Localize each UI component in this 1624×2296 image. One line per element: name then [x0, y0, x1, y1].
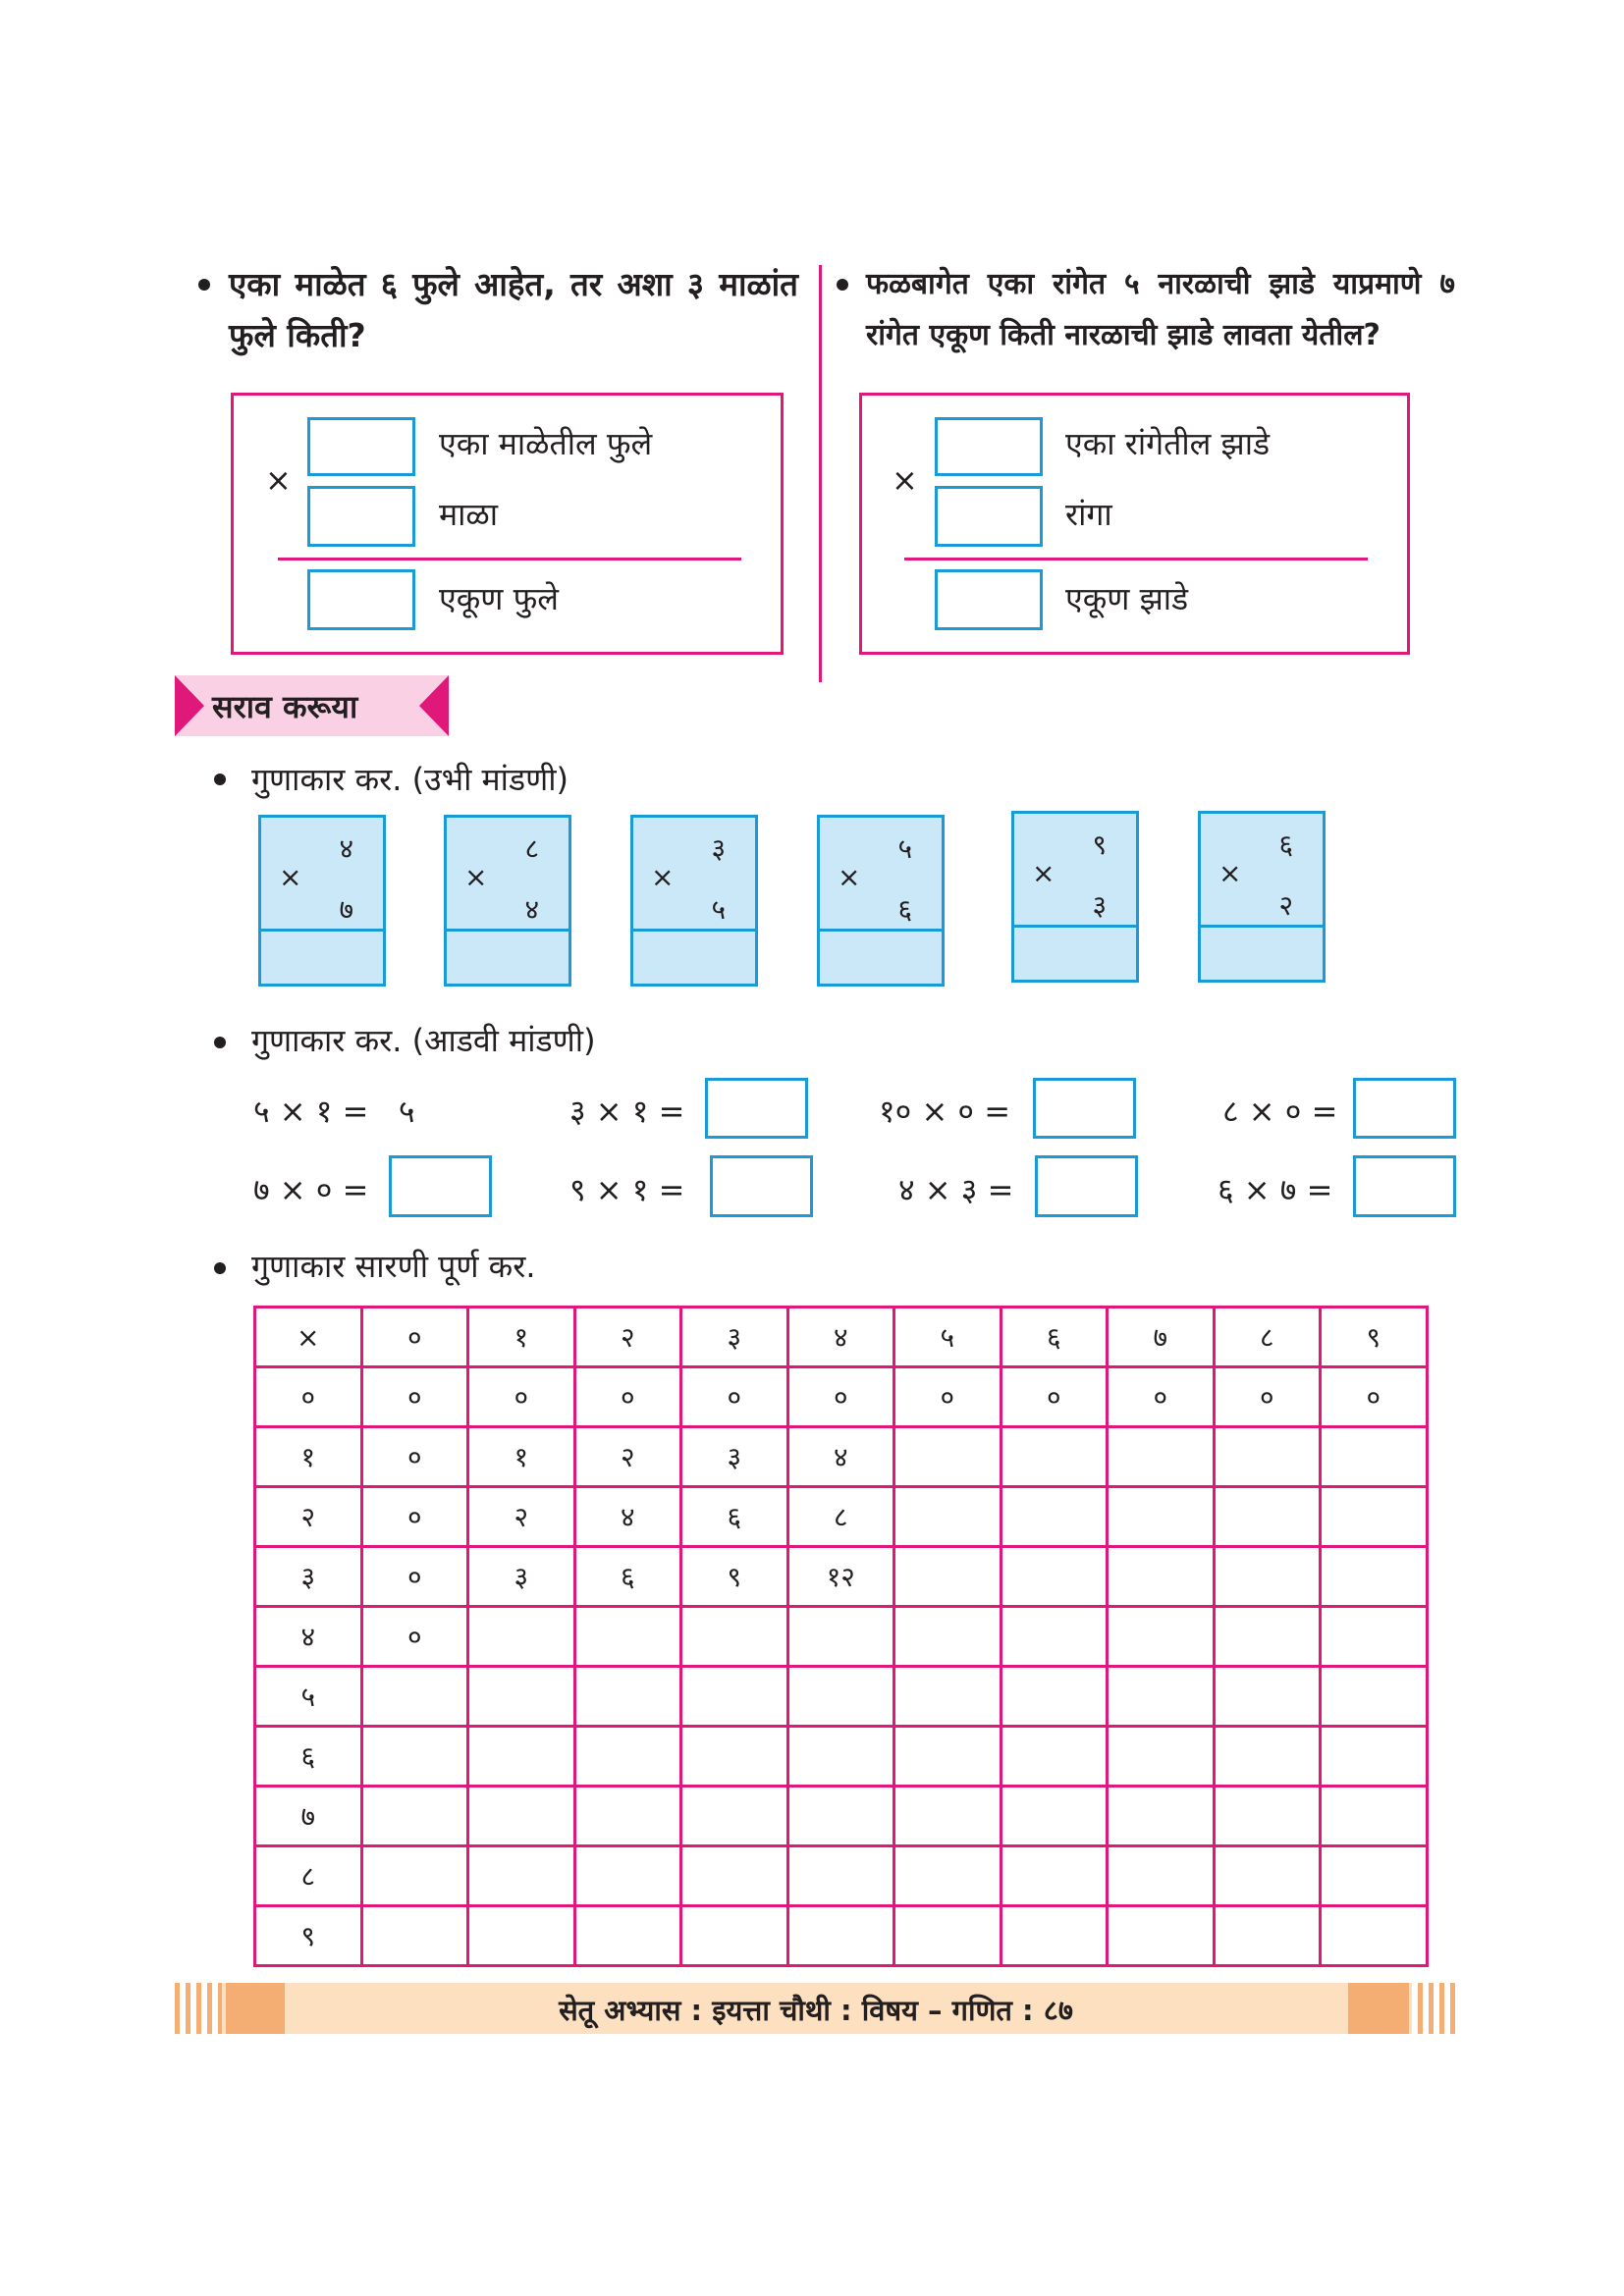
table-cell[interactable]: [681, 1607, 788, 1667]
table-header-cell: ५: [894, 1308, 1001, 1367]
table-cell: ०: [361, 1607, 468, 1667]
table-cell: ०: [787, 1367, 894, 1427]
table-cell[interactable]: [468, 1846, 575, 1906]
answer-box[interactable]: [389, 1155, 492, 1217]
answer-divider: [1014, 925, 1136, 928]
table-cell[interactable]: [787, 1607, 894, 1667]
table-header-cell: १: [468, 1308, 575, 1367]
table-cell: ०: [574, 1367, 681, 1427]
table-header-cell: ८: [1214, 1308, 1321, 1367]
times-sign: ×: [651, 861, 675, 893]
table-cell[interactable]: [894, 1906, 1001, 1966]
table-cell[interactable]: [1214, 1787, 1321, 1846]
table-cell[interactable]: [574, 1727, 681, 1787]
answer-box[interactable]: [935, 486, 1043, 547]
table-cell: १२: [787, 1547, 894, 1607]
table-row: [255, 1667, 1428, 1727]
table-heading: गुणाकार सारणी पूर्ण कर.: [251, 1248, 536, 1285]
answer-divider: [820, 929, 942, 932]
table-cell[interactable]: [1001, 1607, 1108, 1667]
multiplicand: ६: [1278, 828, 1293, 861]
table-cell: ०: [1001, 1367, 1108, 1427]
answer-box[interactable]: [935, 417, 1043, 476]
label: एका रांगेतील झाडे: [1065, 425, 1271, 462]
answer-box[interactable]: [705, 1078, 808, 1139]
table-cell[interactable]: [574, 1906, 681, 1966]
table-cell[interactable]: [1321, 1787, 1428, 1846]
answer-box[interactable]: [1353, 1078, 1456, 1139]
table-cell[interactable]: [894, 1547, 1001, 1607]
table-cell: २: [468, 1487, 575, 1547]
table-cell[interactable]: [468, 1906, 575, 1966]
multiplicand: ५: [897, 832, 912, 865]
horizontal-heading: गुणाकार कर. (आडवी मांडणी): [251, 1022, 596, 1059]
table-cell[interactable]: [574, 1607, 681, 1667]
table-row: [255, 1487, 1428, 1547]
equation: ३ × १ =: [569, 1093, 685, 1130]
table-cell[interactable]: [1001, 1727, 1108, 1787]
answer-box[interactable]: [935, 569, 1043, 630]
bullet: [198, 279, 210, 291]
times-sign: ×: [1032, 857, 1056, 889]
table-header-cell: ९: [1321, 1308, 1428, 1367]
table-row: [255, 1727, 1428, 1787]
table-header-cell: ४: [787, 1308, 894, 1367]
bullet: [214, 1037, 226, 1048]
table-cell[interactable]: [1108, 1667, 1215, 1727]
table-cell: ०: [1321, 1367, 1428, 1427]
times-sign: ×: [838, 861, 861, 893]
table-cell[interactable]: [468, 1667, 575, 1727]
vertical-problem-box[interactable]: [444, 815, 571, 987]
table-header-cell: ८: [255, 1846, 362, 1906]
answer-divider: [1201, 925, 1323, 928]
problem-1-text: एका माळेत ६ फुले आहेत, तर अशा ३ माळांत फुले किती?: [229, 265, 798, 354]
table-cell[interactable]: [361, 1667, 468, 1727]
table-cell[interactable]: [574, 1667, 681, 1727]
table-row: [255, 1787, 1428, 1846]
table-cell[interactable]: [681, 1727, 788, 1787]
table-cell[interactable]: [894, 1787, 1001, 1846]
table-cell[interactable]: [1108, 1427, 1215, 1487]
column-divider: [819, 265, 822, 682]
bullet: [214, 774, 226, 785]
problem-2-text: फळबागेत एका रांगेत ५ नारळाची झाडे याप्रमाणे ७ रांगेत एकूण किती नारळाची झाडे लावता येतील?: [866, 267, 1455, 352]
table-header-cell: २: [574, 1308, 681, 1367]
table-cell[interactable]: [1214, 1487, 1321, 1547]
answer-box[interactable]: [307, 569, 415, 630]
table-cell[interactable]: [468, 1607, 575, 1667]
table-cell: ०: [1214, 1367, 1321, 1427]
multiplier: ४: [524, 893, 539, 926]
table-cell[interactable]: [1108, 1906, 1215, 1966]
times-sign: ×: [279, 861, 302, 893]
table-cell[interactable]: [1001, 1787, 1108, 1846]
table-cell[interactable]: [361, 1727, 468, 1787]
multiplicand: ३: [711, 832, 726, 865]
table-cell[interactable]: [1108, 1727, 1215, 1787]
section-banner: [175, 675, 449, 736]
table-cell[interactable]: [787, 1667, 894, 1727]
table-cell[interactable]: [1001, 1487, 1108, 1547]
table-cell[interactable]: [1001, 1906, 1108, 1966]
divider-line: [278, 558, 741, 561]
table-cell[interactable]: [681, 1906, 788, 1966]
table-row: [255, 1547, 1428, 1607]
table-cell[interactable]: [894, 1727, 1001, 1787]
banner-left-triangle: [175, 675, 204, 736]
table-cell: १: [468, 1427, 575, 1487]
table-cell[interactable]: [681, 1846, 788, 1906]
table-cell[interactable]: [1001, 1547, 1108, 1607]
table-header-cell: ३: [255, 1547, 362, 1607]
table-row: [255, 1607, 1428, 1667]
banner-right-triangle: [419, 675, 449, 736]
answer-box[interactable]: [307, 417, 415, 476]
table-cell[interactable]: [1108, 1547, 1215, 1607]
table-cell[interactable]: [1321, 1846, 1428, 1906]
table-cell[interactable]: [894, 1846, 1001, 1906]
table-cell[interactable]: [1214, 1906, 1321, 1966]
table-cell[interactable]: [1321, 1906, 1428, 1966]
table-cell: ०: [681, 1367, 788, 1427]
answer-divider: [447, 929, 568, 932]
table-cell: ०: [468, 1367, 575, 1427]
table-cell[interactable]: [1321, 1427, 1428, 1487]
table-cell: ८: [787, 1487, 894, 1547]
table-header-cell: ०: [255, 1367, 362, 1427]
label: एका माळेतील फुले: [439, 425, 653, 462]
multiplier: ५: [711, 893, 726, 926]
table-cell[interactable]: [1321, 1607, 1428, 1667]
table-cell[interactable]: [787, 1727, 894, 1787]
vertical-problem-box[interactable]: [1198, 811, 1326, 983]
table-row: [255, 1846, 1428, 1906]
multiplier: २: [1278, 889, 1293, 922]
table-header-cell: ३: [681, 1308, 788, 1367]
equation: ५ × १ = ५: [253, 1093, 415, 1130]
equation: १० × ० =: [879, 1093, 1011, 1130]
equation: ९ × १ =: [569, 1171, 685, 1208]
answer-divider: [633, 929, 755, 932]
times-sign: ×: [892, 461, 918, 499]
table-cell[interactable]: [468, 1727, 575, 1787]
table-cell[interactable]: [574, 1787, 681, 1846]
table-cell: ०: [894, 1367, 1001, 1427]
label: एकूण फुले: [439, 580, 559, 617]
table-cell: ०: [361, 1427, 468, 1487]
times-sign: ×: [265, 461, 292, 499]
table-cell[interactable]: [361, 1787, 468, 1846]
times-sign: ×: [464, 861, 488, 893]
vertical-problem-box[interactable]: [1011, 811, 1139, 983]
multiplier: ६: [897, 893, 912, 926]
table-cell[interactable]: [1214, 1727, 1321, 1787]
table-cell[interactable]: [1321, 1547, 1428, 1607]
table-cell[interactable]: [1321, 1727, 1428, 1787]
table-header-cell: २: [255, 1487, 362, 1547]
table-cell: ०: [361, 1547, 468, 1607]
table-row: [255, 1367, 1428, 1427]
table-cell: ०: [361, 1487, 468, 1547]
table-cell[interactable]: [361, 1906, 468, 1966]
table-cell[interactable]: [1108, 1487, 1215, 1547]
label: एकूण झाडे: [1065, 580, 1189, 617]
answer-box[interactable]: [1035, 1155, 1138, 1217]
table-header-cell: ६: [1001, 1308, 1108, 1367]
table-row: [255, 1427, 1428, 1487]
vertical-heading: गुणाकार कर. (उभी मांडणी): [251, 761, 569, 798]
table-header-cell: ७: [1108, 1308, 1215, 1367]
table-cell: ०: [1108, 1367, 1215, 1427]
vertical-problem-box[interactable]: [630, 815, 758, 987]
table-cell[interactable]: [1108, 1787, 1215, 1846]
table-cell[interactable]: [1321, 1667, 1428, 1727]
footer-text: सेतू अभ्यास : इयत्ता चौथी : विषय – गणित : ८७: [559, 1994, 1073, 2027]
label: रांगा: [1065, 496, 1112, 533]
table-cell: ३: [681, 1427, 788, 1487]
table-cell: ४: [574, 1487, 681, 1547]
table-cell[interactable]: [681, 1667, 788, 1727]
answer-box[interactable]: [307, 486, 415, 547]
multiplier: ७: [339, 893, 353, 926]
table-cell[interactable]: [1214, 1427, 1321, 1487]
table-cell[interactable]: [1214, 1547, 1321, 1607]
table-cell: ६: [681, 1487, 788, 1547]
table-cell: ९: [681, 1547, 788, 1607]
answer-box[interactable]: [1033, 1078, 1136, 1139]
table-header-cell: ९: [255, 1906, 362, 1966]
table-cell[interactable]: [894, 1667, 1001, 1727]
table-cell: ३: [468, 1547, 575, 1607]
table-cell[interactable]: [1001, 1667, 1108, 1727]
table-cell[interactable]: [1321, 1487, 1428, 1547]
divider-line: [904, 558, 1368, 561]
table-header-cell: ४: [255, 1607, 362, 1667]
table-cell[interactable]: [787, 1787, 894, 1846]
multiplicand: ४: [339, 832, 353, 865]
table-header-row: [255, 1308, 1428, 1367]
table-cell[interactable]: [1001, 1846, 1108, 1906]
table-cell[interactable]: [787, 1846, 894, 1906]
vertical-problem-box[interactable]: [258, 815, 386, 987]
bullet: [837, 279, 848, 291]
table-header-cell: ६: [255, 1727, 362, 1787]
vertical-problem-box[interactable]: [817, 815, 945, 987]
times-sign: ×: [1218, 857, 1242, 889]
label: माळा: [439, 496, 499, 533]
table-cell: ०: [361, 1367, 468, 1427]
table-header-cell: ×: [255, 1308, 362, 1367]
answer-divider: [261, 929, 383, 932]
table-cell[interactable]: [894, 1607, 1001, 1667]
answer-box[interactable]: [710, 1155, 813, 1217]
table-header-cell: ०: [361, 1308, 468, 1367]
equation: ७ × ० =: [253, 1171, 369, 1208]
multiplicand: ८: [524, 832, 539, 865]
table-cell[interactable]: [787, 1906, 894, 1966]
table-cell[interactable]: [574, 1846, 681, 1906]
table-cell[interactable]: [894, 1427, 1001, 1487]
table-cell[interactable]: [1214, 1667, 1321, 1727]
table-row: [255, 1906, 1428, 1966]
table-cell: ६: [574, 1547, 681, 1607]
table-header-cell: ५: [255, 1667, 362, 1727]
table-cell[interactable]: [361, 1846, 468, 1906]
bullet: [214, 1262, 226, 1274]
answer-box[interactable]: [1353, 1155, 1456, 1217]
table-cell: २: [574, 1427, 681, 1487]
table-cell[interactable]: [1214, 1607, 1321, 1667]
equation: ८ × ० =: [1222, 1093, 1338, 1130]
table-cell[interactable]: [894, 1487, 1001, 1547]
table-cell[interactable]: [1108, 1607, 1215, 1667]
section-title: सराव करूया: [212, 688, 358, 725]
table-header-cell: ७: [255, 1787, 362, 1846]
multiplicand: ९: [1092, 828, 1107, 861]
table-header-cell: १: [255, 1427, 362, 1487]
multiplication-table: [253, 1306, 1429, 1967]
table-cell[interactable]: [1001, 1427, 1108, 1487]
table-cell[interactable]: [1108, 1846, 1215, 1906]
equation: ६ × ७ =: [1218, 1171, 1333, 1208]
multiplier: ३: [1092, 889, 1107, 922]
table-cell[interactable]: [1214, 1846, 1321, 1906]
footer-bar: [175, 1983, 1457, 2034]
equation: ४ × ३ =: [898, 1171, 1014, 1208]
table-cell[interactable]: [681, 1787, 788, 1846]
table-cell: ४: [787, 1427, 894, 1487]
table-cell[interactable]: [468, 1787, 575, 1846]
